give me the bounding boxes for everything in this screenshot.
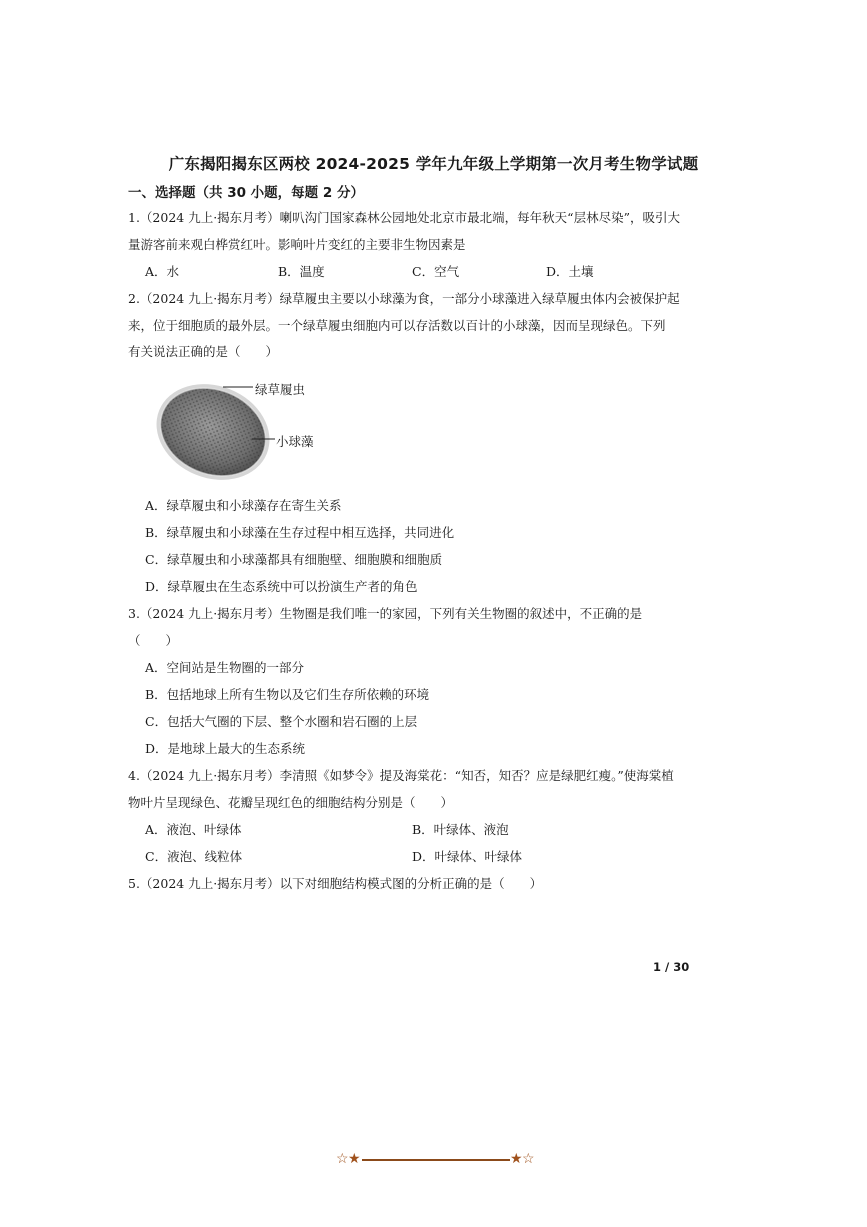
star-icon: ☆ <box>336 1151 349 1167</box>
q4-option-d: D．叶绿体、叶绿体 <box>412 849 523 864</box>
q4-line-1: 4.（2024 九上·揭东月考）李清照《如梦令》提及海棠花：“知否，知否？应是绿肥红瘦。”使海棠植 <box>128 768 674 783</box>
q4-option-c: C．液泡、线粒体 <box>145 849 243 864</box>
q4-line-2: 物叶片呈现绿色、花瓣呈现红色的细胞结构分别是（ ） <box>128 795 454 810</box>
q3-option-b: B．包括地球上所有生物以及它们生存所依赖的环境 <box>145 687 430 702</box>
page-title: 广东揭阳揭东区两校 2024-2025 学年九年级上学期第一次月考生物学试题 <box>168 155 699 173</box>
figure-label-chlorella: 小球藻 <box>276 434 314 449</box>
q1-line-1: 1.（2024 九上·揭东月考）喇叭沟门国家森林公园地处北京市最北端，每年秋天“层林尽染”，吸引大 <box>128 210 680 225</box>
section-heading: 一、选择题（共 30 小题，每题 2 分） <box>128 185 364 201</box>
paramecium-figure <box>155 378 330 486</box>
q1-option-b: B．温度 <box>278 264 325 279</box>
footer-rule <box>362 1159 510 1161</box>
q3-option-a: A．空间站是生物圈的一部分 <box>145 660 305 675</box>
q4-option-a: A．液泡、叶绿体 <box>145 822 242 837</box>
q3-line-2: （ ） <box>128 633 179 648</box>
page-number: 1 / 30 <box>653 960 690 974</box>
q3-option-c: C．包括大气圈的下层、整个水圈和岩石圈的上层 <box>145 714 418 729</box>
star-icon: ☆ <box>522 1151 535 1167</box>
q1-option-c: C．空气 <box>412 264 460 279</box>
q4-option-b: B．叶绿体、液泡 <box>412 822 509 837</box>
q2-option-c: C．绿草履虫和小球藻都具有细胞壁、细胞膜和细胞质 <box>145 552 443 567</box>
footer-ornament <box>336 1150 536 1170</box>
q2-option-d: D．绿草履虫在生态系统中可以扮演生产者的角色 <box>145 579 418 594</box>
q3-option-d: D．是地球上最大的生态系统 <box>145 741 306 756</box>
q2-option-a: A．绿草履虫和小球藻存在寄生关系 <box>145 498 342 513</box>
q1-option-d: D．土壤 <box>546 264 594 279</box>
star-icon: ★ <box>510 1151 523 1167</box>
figure-label-paramecium: 绿草履虫 <box>255 382 306 397</box>
q1-line-2: 量游客前来观白桦赏红叶。影响叶片变红的主要非生物因素是 <box>128 237 466 252</box>
q5-line-1: 5.（2024 九上·揭东月考）以下对细胞结构模式图的分析正确的是（ ） <box>128 876 543 891</box>
q1-option-a: A．水 <box>145 264 180 279</box>
q2-line-3: 有关说法正确的是（ ） <box>128 344 279 359</box>
q3-line-1: 3.（2024 九上·揭东月考）生物圈是我们唯一的家园，下列有关生物圈的叙述中，不正确的是 <box>128 606 643 621</box>
q2-option-b: B．绿草履虫和小球藻在生存过程中相互选择，共同进化 <box>145 525 455 540</box>
q2-line-1: 2.（2024 九上·揭东月考）绿草履虫主要以小球藻为食，一部分小球藻进入绿草履虫体内会被保护起 <box>128 291 680 306</box>
q2-line-2: 来，位于细胞质的最外层。一个绿草履虫细胞内可以存活数以百计的小球藻，因而呈现绿色。下列 <box>128 318 666 333</box>
star-icon: ★ <box>348 1151 361 1167</box>
